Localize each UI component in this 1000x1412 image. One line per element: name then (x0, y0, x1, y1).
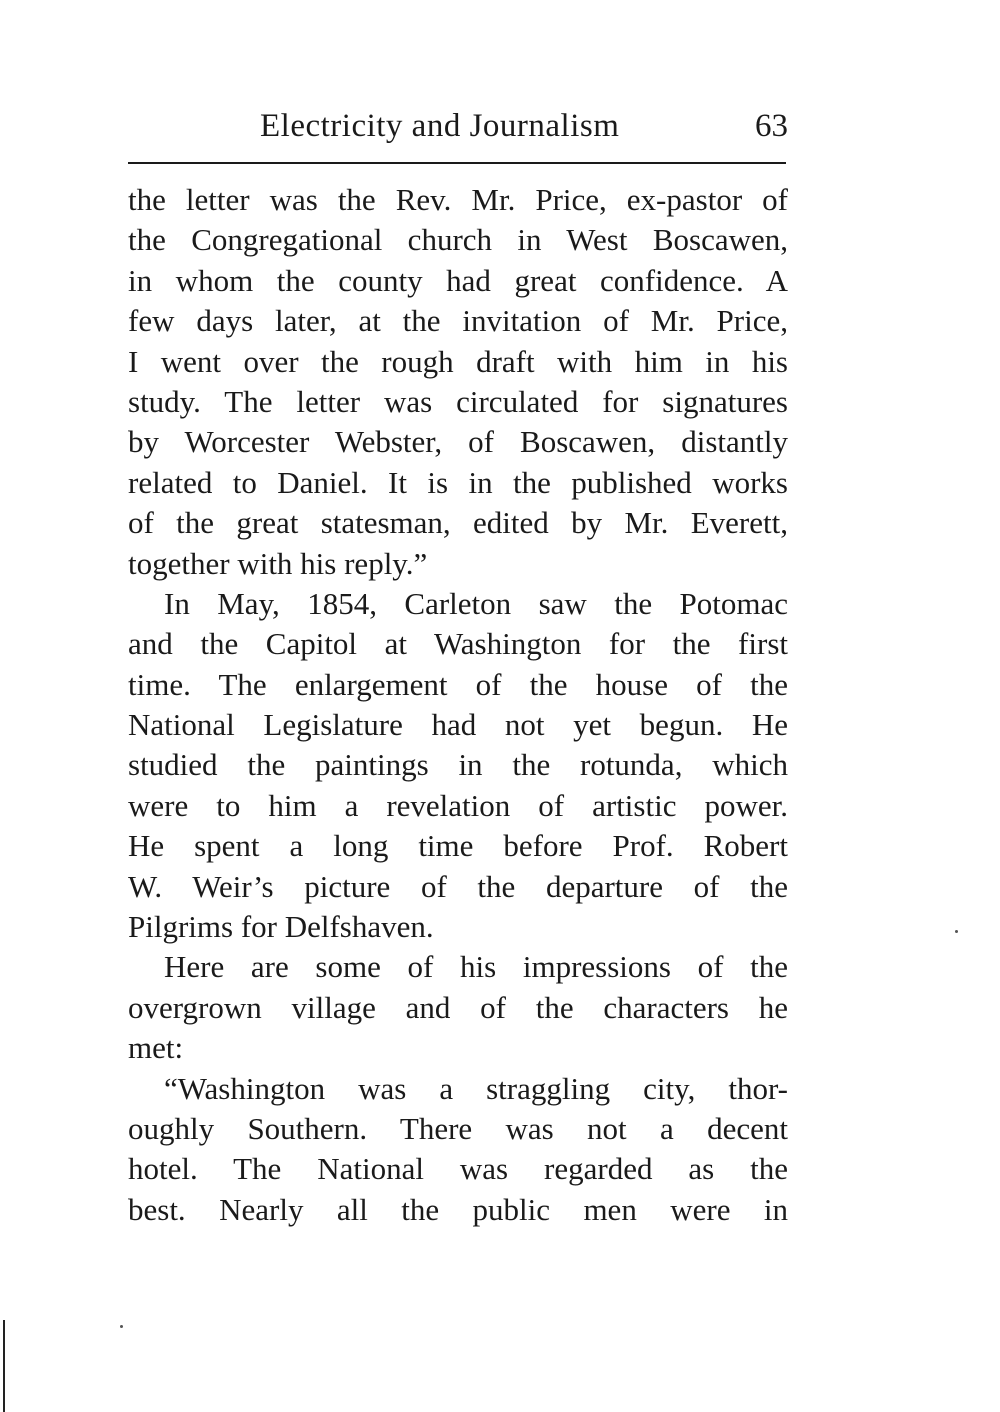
paragraph-start-line: Here are some of his impressions of the (164, 949, 788, 985)
text-line: I went over the rough draft with him in his (128, 343, 788, 379)
text-line: the letter was the Rev. Mr. Price, ex-pastor of (128, 182, 788, 217)
text-line: study. The letter was circulated for signatures (128, 383, 788, 419)
text-line: few days later, at the invitation of Mr. Price, (128, 303, 788, 339)
text-line: and the Capitol at Washington for the first (128, 626, 788, 662)
running-title: Electricity and Journalism (260, 108, 620, 144)
header-rule (128, 162, 786, 164)
text-line: time. The enlargement of the house of the (128, 666, 788, 702)
scan-speck (955, 930, 958, 933)
body-text (128, 180, 788, 1230)
text-line: W. Weir’s picture of the departure of the (128, 868, 788, 904)
text-line: oughly Southern. There was not a decent (128, 1110, 788, 1146)
text-line: met: (128, 1030, 184, 1066)
text-line: in whom the county had great confidence. A (128, 262, 788, 298)
text-line: by Worcester Webster, of Boscawen, distantly (128, 424, 788, 460)
text-line: the Congregational church in West Boscawen, (128, 222, 788, 258)
scan-speck (120, 1325, 123, 1328)
text-line: together with his reply.” (128, 545, 428, 581)
text-line: He spent a long time before Prof. Robert (128, 828, 788, 864)
text-line: National Legislature had not yet begun. He (128, 707, 788, 743)
text-line: Pilgrims for Delfshaven. (128, 909, 434, 945)
text-line: of the great statesman, edited by Mr. Everett, (128, 505, 788, 541)
text-line: related to Daniel. It is in the published works (128, 464, 788, 500)
running-head (128, 108, 788, 158)
text-line: studied the paintings in the rotunda, which (128, 747, 788, 783)
paragraph-start-line: “Washington was a straggling city, thor- (164, 1070, 788, 1106)
scan-edge-mark (3, 1320, 5, 1412)
text-line: overgrown village and of the characters he (128, 989, 788, 1025)
page-number: 63 (755, 108, 788, 144)
text-line: hotel. The National was regarded as the (128, 1151, 788, 1187)
text-line: were to him a revelation of artistic power. (128, 787, 788, 823)
text-line: best. Nearly all the public men were in (128, 1191, 788, 1227)
paragraph-start-line: In May, 1854, Carleton saw the Potomac (164, 585, 788, 621)
